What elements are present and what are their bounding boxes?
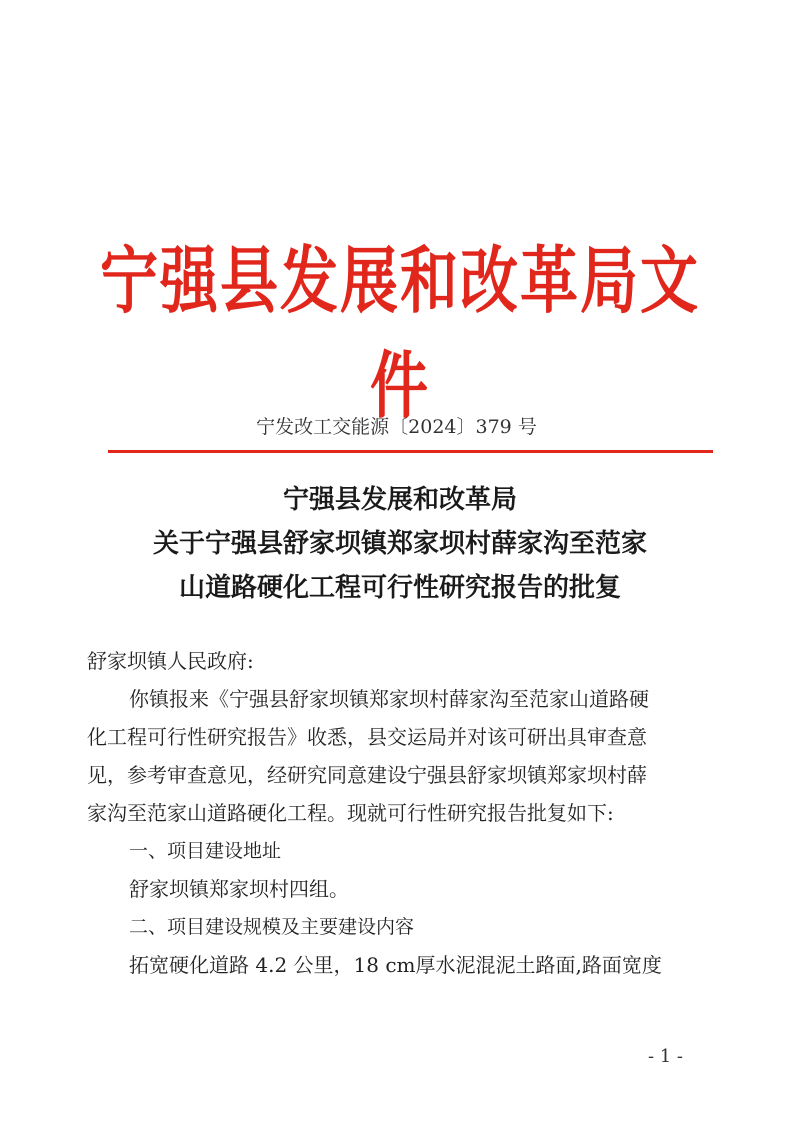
section-text: 舒家坝镇郑家坝村四组。	[129, 877, 349, 901]
addressee: 舒家坝镇人民政府:	[87, 649, 254, 673]
document-title	[80, 478, 720, 610]
section-heading: 二、项目建设规模及主要建设内容	[129, 916, 415, 938]
document-body	[87, 642, 687, 984]
paragraph-line: 见，参考审查意见，经研究同意建设宁强县舒家坝镇郑家坝村薛	[87, 763, 647, 787]
section-heading: 一、项目建设地址	[129, 840, 282, 862]
title-line: 山道路硬化工程可行性研究报告的批复	[178, 573, 621, 603]
document-number: 宁发改工交能源〔2024〕379 号	[256, 416, 537, 438]
paragraph-line: 你镇报来《宁强县舒家坝镇郑家坝村薛家沟至范家山道路硬	[129, 687, 649, 711]
title-line: 宁强县发展和改革局	[282, 485, 517, 515]
paragraph-line: 家沟至范家山道路硬化工程。现就可行性研究报告批复如下:	[87, 801, 614, 825]
title-line: 关于宁强县舒家坝镇郑家坝村薛家沟至范家	[152, 529, 647, 559]
paragraph-line: 化工程可行性研究报告》收悉，县交运局并对该可研出具审查意	[87, 725, 647, 749]
issuer-banner: 宁强县发展和改革局文件	[100, 238, 701, 429]
section-text: 拓宽硬化道路 4.2 公里，18 cm厚水泥混泥土路面,路面宽度	[129, 953, 662, 977]
page-number: - 1 -	[647, 1046, 683, 1067]
red-divider	[108, 450, 713, 453]
